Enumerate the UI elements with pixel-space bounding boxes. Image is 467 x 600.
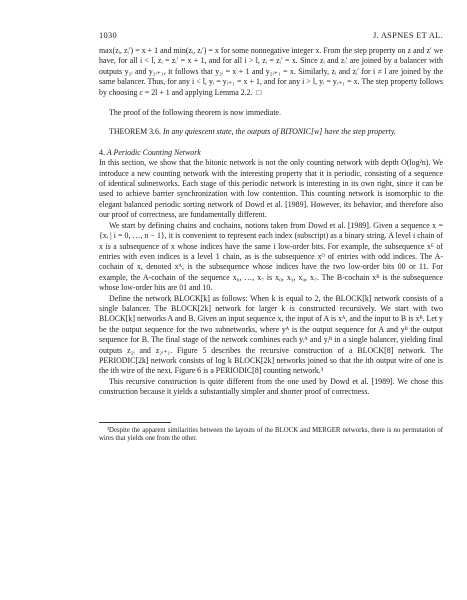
theorem-label: THEOREM 3.6.	[109, 127, 161, 137]
page-number: 1030	[99, 31, 117, 40]
section-title: A Periodic Counting Network	[106, 147, 201, 157]
paragraph-block-definition: Define the network BLOCK[k] as follows: When k is equal to 2, the BLOCK[k] network consists of a single balancer. The BLOCK[2k] network for larger k is constructed recursively. We start with two BLOCK[k] networks A and B. Given an input sequence x, the input of A is xᴬ, and the input to B is xᴮ. Let y be the output sequence for the two subnetworks, where yᴬ is the output sequence for A and yᴮ the output sequence for B. The final stage of the network combines each yᵢᴬ and yᵢᴮ in a single balancer, yielding final outputs z₂ᵢ and z₂ᵢ₊₁. Figure 5 describes the recursive construction of a BLOCK[8] network. The PERIODIC[2k] network consists of log k BLOCK[2k] networks joined so that the ith output wire of one is the ith wire of the next. Figure 6 is a PERIODIC[8] counting network.³	[99, 293, 443, 376]
footnote-rule	[99, 422, 171, 423]
qed-symbol: □	[256, 87, 262, 97]
proof-continuation	[99, 46, 443, 98]
paragraph-intro: In this section, we show that the bitonic network is not the only counting network with depth O(log²n). We introduce a new counting network with the interesting property that it is periodic, consisting of a sequence of identical subnetworks. Each stage of this periodic network is interesting in its own right, since it can be used to achieve barrier synchronization with low contention. This counting network is isomorphic to the elegant balanced periodic sorting network of Dowd et al. [1989]. However, its behavior, and therefore also our proof of correctness, are fundamentally different.	[99, 158, 443, 220]
section-heading	[99, 148, 443, 158]
running-head-authors: J. ASPNES ET AL.	[372, 31, 443, 40]
main-text	[99, 46, 443, 443]
section-number: 4.	[99, 147, 105, 157]
paragraph-construction-note: This recursive construction is quite different from the one used by Dowd et al. [1989]. We chose this construction because it yields a substantially simpler and shorter proof of correctness.	[99, 376, 443, 397]
paragraph-chains: We start by defining chains and cochains, notions taken from Dowd et al. [1989]. Given a sequence x = {xᵢ | i = 0, …, n − 1}, it is convenient to represent each index (subscript) as a binary string. A level i chain of x is a subsequence of x whose indices have the same i low-order bits. For example, the subsequence xᴱ of entries with even indices is a level 1 chain, as is the subsequence xᴼ of entries with odd indices. The A-cochain of x, denoted xᴬ, is the subsequence whose indices have the two low-order bits 00 or 11. For example, the A-cochain of the sequence x₀, …, x₇ is x₀, x₃, x₄, x₇. The B-cochain xᴮ is the subsequence whose low-order bits are 01 and 10.	[99, 220, 443, 293]
theorem-statement: In any quiescent state, the outputs of BITONIC[w] have the step property.	[162, 127, 396, 137]
footnote-3: ³Despite the apparent similarities between the layouts of the BLOCK and MERGER networks, there is no permutation of wires that yields one from the other.	[99, 426, 443, 442]
proof-text: max(zᵢ, zᵢ′) = x + 1 and min(zᵢ, zᵢ′) = x for some nonnegative integer x. From the step property on z and z′ we have, for all i < l, zᵢ = zᵢ′ = x + 1, and for all i > l, zᵢ = zᵢ′ = x. Since zᵢ and zᵢ′ are joined by a balancer with outputs y₂ᵢ and y₂ᵢ₊₁, it follows that y₂ᵢ = x + 1 and y₂ᵢ₊₁ = x. Similarly, zᵢ and zᵢ′ for i ≠ l are joined by the same balancer. Thus, for any i < l, yᵢ = yᵢ₊₁ = x + 1, and for any i > l, yᵢ = yᵢ₊₁ = x. The step property follows by choosing c = 2l + 1 and applying Lemma 2.2.	[99, 46, 443, 97]
theorem-3-6	[99, 127, 443, 137]
transition-sentence: The proof of the following theorem is now immediate.	[109, 108, 282, 118]
